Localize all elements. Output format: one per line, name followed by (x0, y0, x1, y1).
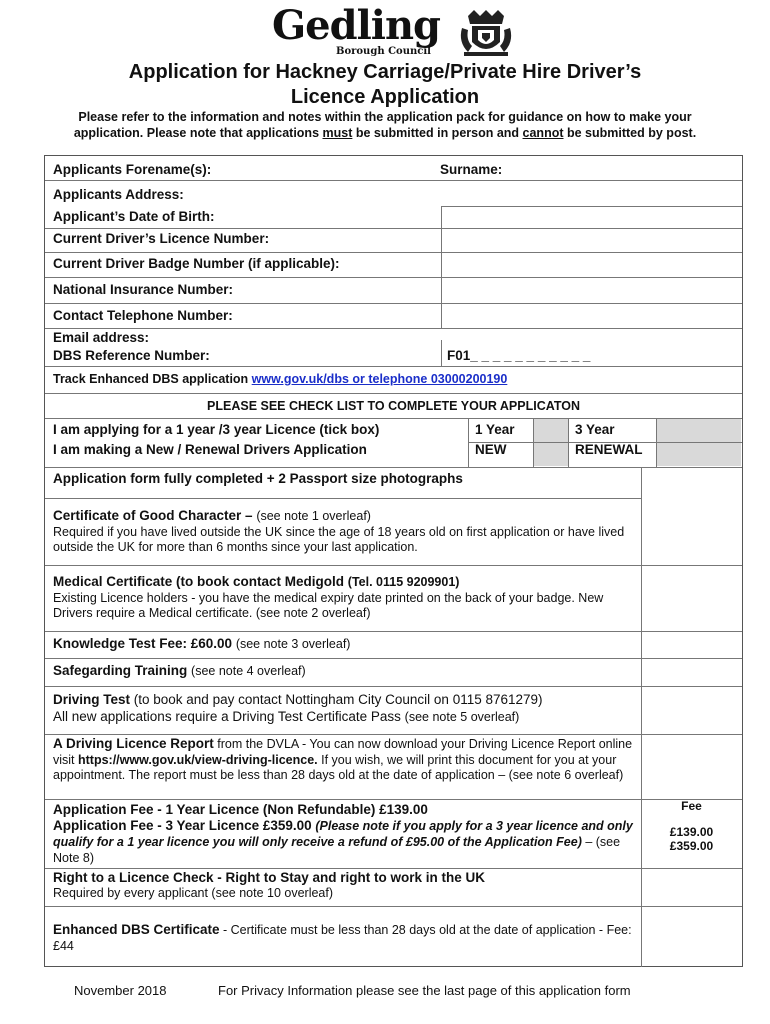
dvla-report-item: A Driving Licence Report from the DVLA - You can now download your Driving Licence Report online visit https://www.gov.uk/view-driving-licence. If you wish, we will print this document for you at your appointment. The report must be less than 28 days old at the date of application – (see note 6 overleaf) (53, 736, 633, 782)
footer-privacy: For Privacy Information please see the last page of this application form (218, 983, 631, 998)
knowledge-test-item: Knowledge Test Fee: £60.00 (see note 3 overleaf) (53, 636, 351, 651)
ni-number-label: National Insurance Number: (53, 282, 234, 297)
logo-name: Gedling (272, 2, 441, 49)
fee-3-year-value: £359.00 (669, 839, 714, 853)
licence-number-label: Current Driver’s Licence Number: (53, 231, 270, 246)
option-new[interactable]: NEW (475, 442, 507, 457)
option-1-year[interactable]: 1 Year (475, 422, 515, 437)
option-renewal[interactable]: RENEWAL (575, 442, 643, 457)
enhanced-dbs-item: Enhanced DBS Certificate - Certificate must be less than 28 days old at the date of application - Fee: £44 (53, 922, 632, 953)
page-title: Application for Hackney Carriage/Private Hire Driver’s Licence Application (128, 61, 642, 108)
intro-text: Please refer to the information and notes within the application pack for guidance on how to make your application. Please note that applications must be submitted in person and cannot be submitted by post. (73, 110, 697, 140)
dbs-ref-value: F01_ _ _ _ _ _ _ _ _ _ _ (447, 348, 591, 363)
surname-label: Surname: (440, 162, 503, 177)
fee-column-heading: Fee (681, 799, 702, 813)
good-character-item: Certificate of Good Character – (see note 1 overleaf) Required if you have lived outside the UK since the age of 18 years old on first application or have lived outside the UK for more than 6 months since your last application. (53, 508, 625, 554)
footer-date: November 2018 (74, 983, 167, 998)
applying-for-label: I am applying for a 1 year /3 year Licence (tick box) (53, 422, 380, 437)
form-photos-item: Application form fully completed + 2 Passport size photographs (53, 471, 463, 486)
logo-subtitle: Borough Council (336, 46, 431, 57)
dvla-url[interactable]: https://www.gov.uk/view-driving-licence. (78, 752, 318, 767)
safeguarding-item: Safegarding Training (see note 4 overleaf) (53, 663, 306, 678)
crest-icon (458, 8, 514, 60)
council-logo (270, 2, 520, 58)
driving-test-item: Driving Test (to book and pay contact Nottingham City Council on 0115 8761279) All new applications require a Driving Test Certificate Pass (see note 5 overleaf) (53, 692, 543, 724)
badge-number-label: Current Driver Badge Number (if applicable): (53, 256, 340, 271)
checklist-heading: PLEASE SEE CHECK LIST TO COMPLETE YOUR APPLICATON (207, 399, 580, 413)
right-to-work-item: Right to a Licence Check - Right to Stay and right to work in the UK Required by every applicant (see note 10 overleaf) (53, 870, 486, 900)
application-fee-item: Application Fee - 1 Year Licence (Non Refundable) £139.00 Application Fee - 3 Year Licence £359.00 (Please note if you apply for a 3 year licence and only qualify for a 1 year licence you will only receive a refund of £95.00 of the Application Fee) – (see Note 8) (53, 802, 633, 865)
medical-certificate-item: Medical Certificate (to book contact Medigold (Tel. 0115 9209901) Existing Licence holders - you have the medical expiry date printed on the back of your badge. New Drivers require a Medical certificate. (see note 2 overleaf) (53, 574, 604, 620)
making-label: I am making a New / Renewal Drivers Application (53, 442, 367, 457)
phone-label: Contact Telephone Number: (53, 308, 233, 323)
track-dbs-link[interactable]: www.gov.uk/dbs or telephone 03000200190 (251, 372, 508, 386)
track-dbs: Track Enhanced DBS application www.gov.uk/dbs or telephone 03000200190 (53, 372, 508, 386)
forename-label: Applicants Forename(s): (53, 162, 212, 177)
application-form-table (44, 155, 743, 967)
dob-label: Applicant’s Date of Birth: (53, 209, 215, 224)
option-3-year[interactable]: 3 Year (575, 422, 615, 437)
fee-1-year-value: £139.00 (669, 825, 714, 839)
dbs-ref-label: DBS Reference Number: (53, 348, 210, 363)
address-label: Applicants Address: (53, 187, 184, 202)
email-label: Email address: (53, 330, 150, 345)
